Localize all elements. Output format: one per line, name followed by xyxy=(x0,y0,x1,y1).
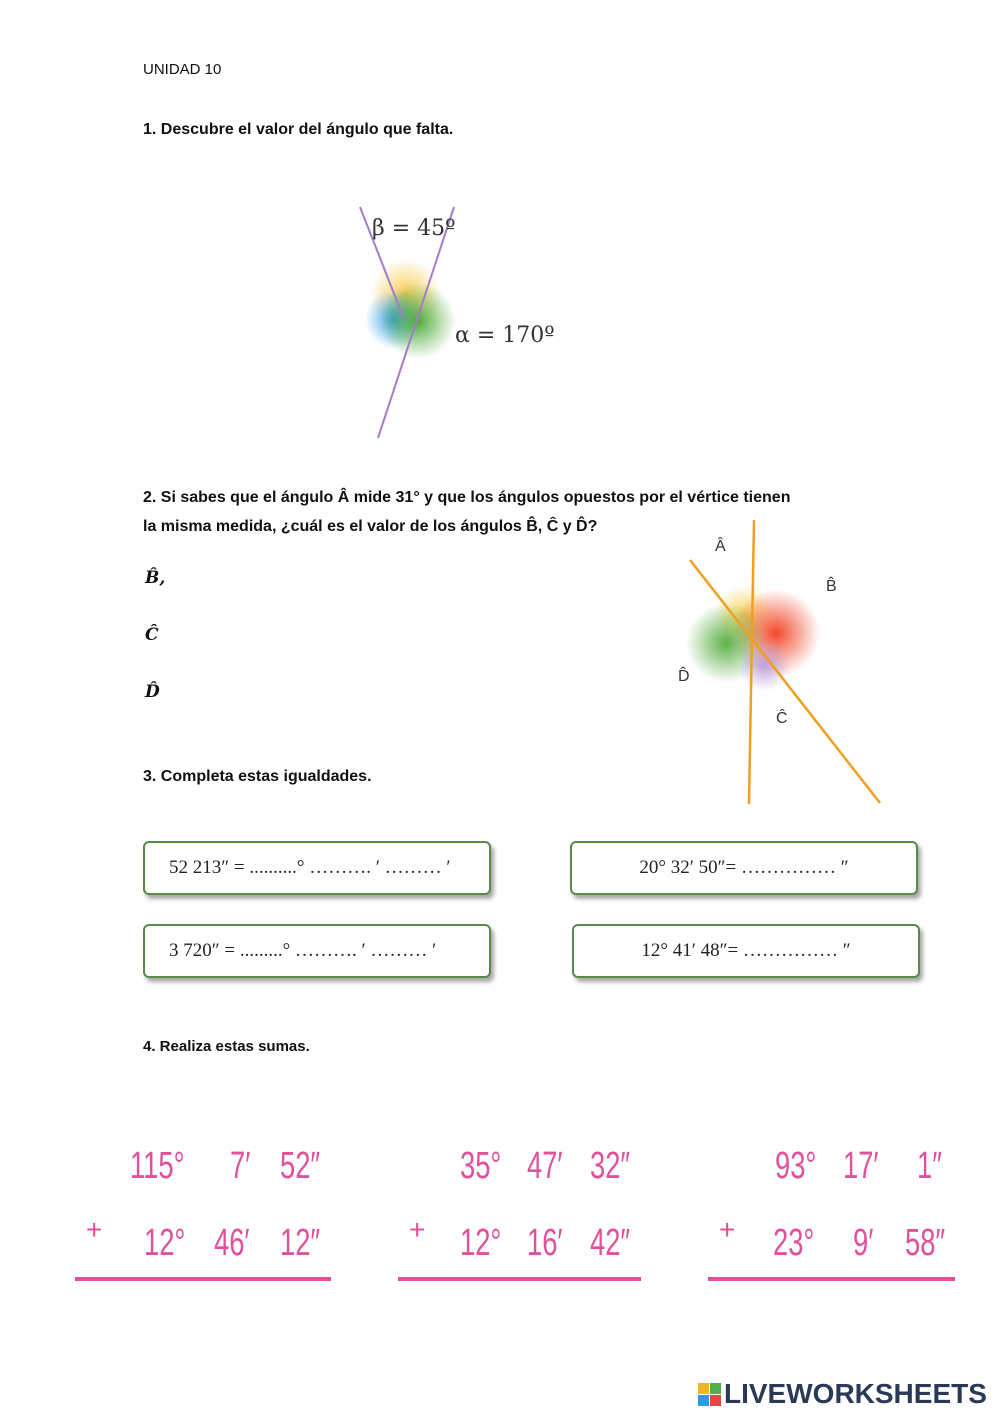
equality-box-2[interactable]: 20° 32′ 50″= …………… ″ xyxy=(570,841,918,895)
equality-box-1[interactable]: 52 213″ = ..........° ………. ′ ……… ′ xyxy=(143,841,491,895)
sum-1-line xyxy=(75,1277,331,1281)
answer-b: B̂, xyxy=(145,568,166,588)
beta-label: β = 45º xyxy=(372,216,456,241)
sum-1-top-deg: 115° xyxy=(130,1145,185,1187)
equality-box-4[interactable]: 12° 41′ 48″= …………… ″ xyxy=(572,924,920,978)
sum-1-bottom-min: 46′ xyxy=(214,1222,250,1264)
alpha-region xyxy=(380,283,456,359)
label-c: Ĉ xyxy=(776,710,788,727)
sum-1-bottom-sec: 12″ xyxy=(280,1222,321,1264)
sum-3-top-deg: 93° xyxy=(775,1145,817,1187)
sum-3-top-min: 17′ xyxy=(843,1145,879,1187)
logo-grid-icon xyxy=(698,1383,721,1406)
angle-diagram-1 xyxy=(340,195,570,445)
sum-1-plus: + xyxy=(86,1214,103,1245)
sum-2-top-sec: 32″ xyxy=(590,1145,631,1187)
label-d: D̂ xyxy=(678,668,690,685)
sum-1-top-min: 7′ xyxy=(230,1145,251,1187)
liveworksheets-logo[interactable] xyxy=(698,1378,987,1410)
sum-2-line xyxy=(398,1277,641,1281)
sum-3-top-sec: 1″ xyxy=(917,1145,942,1187)
question-2-line-1: 2. Si sabes que el ángulo Â mide 31° y que los ángulos opuestos por el vértice tienen xyxy=(143,489,791,506)
label-a: Â xyxy=(715,538,726,555)
sum-2-plus: + xyxy=(409,1214,426,1245)
sum-3-plus: + xyxy=(719,1214,736,1245)
answer-d: D̂ xyxy=(145,682,160,702)
sum-2-bottom-min: 16′ xyxy=(527,1222,563,1264)
sum-2-top-min: 47′ xyxy=(527,1145,563,1187)
sum-3-bottom-deg: 23° xyxy=(773,1222,815,1264)
alpha-label: α = 170º xyxy=(455,323,555,348)
sum-1-bottom-deg: 12° xyxy=(144,1222,186,1264)
question-1-title: 1. Descubre el valor del ángulo que falta. xyxy=(143,121,454,138)
question-2-line-2: la misma medida, ¿cuál es el valor de los ángulos B̂, Ĉ y D̂? xyxy=(143,518,598,535)
sum-3-line xyxy=(708,1277,955,1281)
answer-c: Ĉ xyxy=(145,625,159,645)
question-3-title: 3. Completa estas igualdades. xyxy=(143,768,372,785)
sum-1-top-sec: 52″ xyxy=(280,1145,321,1187)
label-b: B̂ xyxy=(826,578,837,595)
unit-title: UNIDAD 10 xyxy=(143,61,222,78)
equality-box-3[interactable]: 3 720″ = .........° ………. ′ ……… ′ xyxy=(143,924,491,978)
sum-3-bottom-min: 9′ xyxy=(853,1222,874,1264)
brand-name: LIVEWORKSHEETS xyxy=(724,1378,987,1409)
sum-2-top-deg: 35° xyxy=(460,1145,502,1187)
angle-c-region xyxy=(738,639,790,691)
sum-3-bottom-sec: 58″ xyxy=(905,1222,946,1264)
sum-2-bottom-sec: 42″ xyxy=(590,1222,631,1264)
sum-2-bottom-deg: 12° xyxy=(460,1222,502,1264)
angle-diagram-2 xyxy=(660,515,900,810)
question-4-title: 4. Realiza estas sumas. xyxy=(143,1038,310,1055)
